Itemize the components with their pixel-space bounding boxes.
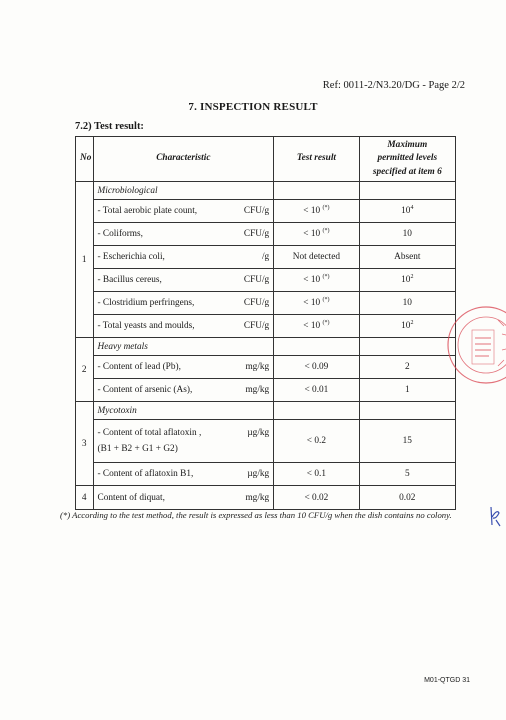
header-max-line2: permitted levels: [377, 153, 438, 164]
max-level: $10^2$: [359, 315, 455, 338]
category-label: Mycotoxin: [93, 402, 274, 420]
row-number: 2: [76, 338, 94, 402]
characteristic-name: Content of diquat,: [97, 492, 165, 503]
max-level: 5: [359, 463, 455, 486]
test-result: < 10 (*): [274, 223, 359, 246]
official-seal-icon: [444, 300, 506, 390]
characteristic-name: - Clostridium perfringens,: [97, 298, 195, 308]
characteristic-name: - Escherichia coli,: [97, 252, 165, 262]
test-result: < 10 (*): [274, 292, 359, 315]
reference-number: Ref: 0011-2/N3.20/DG - Page 2/2: [322, 80, 465, 91]
test-result: < 10 (*): [274, 269, 359, 292]
characteristic-name: - Coliforms,: [97, 229, 143, 239]
test-result: Not detected: [274, 246, 359, 269]
row-number: 1: [76, 182, 94, 338]
header-max-line3: specified at item 6: [372, 166, 442, 177]
table-row: [76, 223, 456, 246]
footnote: (*) According to the test method, the result is expressed as less than 10 CFU/g when the dish contains no colony.: [60, 510, 452, 520]
characteristic-name: - Total yeasts and moulds,: [97, 321, 195, 331]
category-label: Microbiological: [93, 182, 274, 200]
header-no: No: [76, 137, 94, 182]
table-row: [76, 379, 456, 402]
unit: CFU/g: [243, 275, 270, 285]
table-row: [76, 292, 456, 315]
unit: CFU/g: [243, 206, 270, 216]
max-level: 2: [359, 356, 455, 379]
table-row: [76, 486, 456, 510]
test-result: < 0.02: [274, 486, 359, 510]
table-row: [76, 200, 456, 223]
table-row: [76, 269, 456, 292]
characteristic-name: - Content of arsenic (As),: [97, 385, 193, 395]
max-level: 10: [359, 292, 455, 315]
unit: CFU/g: [243, 321, 270, 331]
subsection-title: 7.2) Test result:: [75, 121, 144, 132]
test-result: < 0.01: [274, 379, 359, 402]
table-row: [76, 420, 456, 463]
unit: mg/kg: [245, 492, 270, 503]
table-row: [76, 356, 456, 379]
form-code: M01-QTGD 31: [424, 677, 470, 684]
max-level: $10^4$: [359, 200, 455, 223]
max-level: 10: [359, 223, 455, 246]
category-row: [76, 338, 456, 356]
section-title: 7. INSPECTION RESULT: [188, 101, 318, 113]
table-row: [76, 463, 456, 486]
test-result: < 0.2: [274, 420, 359, 463]
category-row: [76, 402, 456, 420]
header-characteristic: Characteristic: [93, 137, 274, 182]
characteristic-subname: (B1 + B2 + G1 + G2): [97, 444, 178, 454]
characteristic-name: - Total aerobic plate count,: [97, 206, 198, 216]
max-level: $10^2$: [359, 269, 455, 292]
header-test-result: Test result: [274, 137, 359, 182]
row-number: 3: [76, 402, 94, 486]
unit: µg/kg: [247, 428, 270, 438]
test-result: < 0.1: [274, 463, 359, 486]
max-level: 0.02: [359, 486, 455, 510]
category-label: Heavy metals: [93, 338, 274, 356]
row-number: 4: [76, 486, 94, 510]
unit: mg/kg: [245, 385, 270, 395]
unit: CFU/g: [243, 298, 270, 308]
max-level: Absent: [359, 246, 455, 269]
characteristic-name: - Content of lead (Pb),: [97, 362, 181, 372]
header-max-levels: [359, 137, 455, 182]
max-level: 15: [359, 420, 455, 463]
table-row: [76, 315, 456, 338]
max-level: 1: [359, 379, 455, 402]
table-row: [76, 246, 456, 269]
table-header-row: [76, 137, 456, 182]
unit: mg/kg: [245, 362, 270, 372]
test-result: < 10 (*): [274, 315, 359, 338]
characteristic-name: - Content of total aflatoxin ,: [97, 428, 202, 438]
test-result: < 0.09: [274, 356, 359, 379]
test-result: < 10 (*): [274, 200, 359, 223]
characteristic-name: - Content of aflatoxin B1,: [97, 469, 194, 479]
characteristic-name: - Bacillus cereus,: [97, 275, 162, 285]
test-result-table: [75, 136, 456, 510]
unit: CFU/g: [243, 229, 270, 239]
unit: /g: [261, 252, 270, 262]
unit: µg/kg: [247, 469, 270, 479]
signature-initials-icon: [488, 505, 502, 532]
header-max-line1: Maximum: [387, 140, 428, 151]
category-row: [76, 182, 456, 200]
